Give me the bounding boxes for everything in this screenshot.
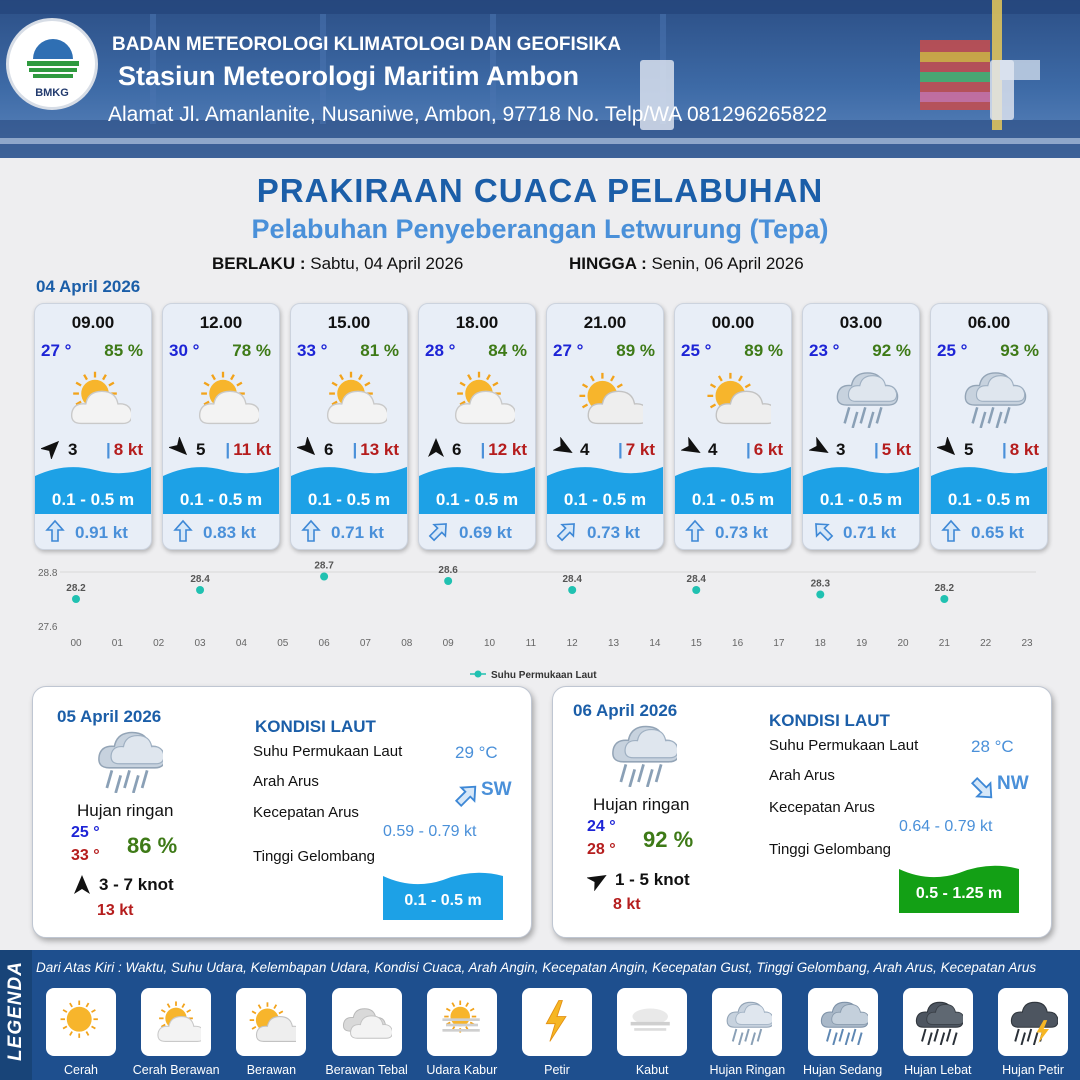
humidity: 84 % — [488, 341, 527, 360]
forecast-card — [418, 303, 536, 550]
gust-value: 11 kt — [233, 440, 271, 459]
panel-humidity: 92 % — [643, 827, 694, 852]
valid-from-label: BERLAKU : — [212, 254, 306, 273]
panel-wind-speed: 3 - 7 knot — [99, 875, 174, 894]
gust-value: 12 kt — [488, 440, 527, 459]
current-direction-icon — [555, 519, 579, 543]
weather-icon — [827, 366, 899, 428]
weather-icon — [955, 366, 1027, 428]
air-temperature: 27 ° — [553, 341, 584, 360]
gust-speed — [874, 440, 911, 460]
air-temperature: 27 ° — [41, 341, 72, 360]
current-arrow — [939, 519, 963, 543]
wind-arrow — [297, 437, 319, 459]
x-tick-label: 05 — [277, 638, 289, 649]
cerah-berawan-icon — [151, 997, 201, 1045]
humidity: 85 % — [104, 341, 143, 360]
x-tick-label: 03 — [194, 638, 206, 649]
wave-height: 0.1 - 0.5 m — [563, 490, 647, 509]
current-speed: 0.73 kt — [587, 523, 640, 542]
sst-point-label: 28.3 — [810, 578, 831, 590]
forecast-card — [290, 303, 408, 550]
legend-icon-box — [332, 988, 402, 1056]
panel-wind-speed: 1 - 5 knot — [615, 870, 690, 889]
gust-speed — [618, 440, 655, 460]
weather-icon — [699, 366, 771, 428]
berawan-icon — [699, 366, 771, 428]
air-temperature: 25 ° — [681, 341, 712, 360]
sst-label: Suhu Permukaan Laut — [253, 743, 403, 760]
cerah-icon — [56, 997, 106, 1045]
legend-label: Hujan Ringan — [709, 1063, 786, 1077]
current-arrow — [555, 519, 579, 543]
sst-point — [816, 591, 824, 599]
humidity: 92 % — [872, 341, 911, 360]
gust-value: 5 kt — [881, 440, 911, 459]
current-arrow — [171, 519, 195, 543]
wind-arrow — [937, 437, 959, 459]
weather-icon — [443, 366, 515, 428]
gust-speed — [352, 440, 399, 460]
forecast-time: 15.00 — [327, 313, 371, 332]
legend-label: Berawan Tebal — [325, 1063, 408, 1077]
current-speed-value: 0.64 - 0.79 kt — [899, 818, 993, 835]
sst-point-label: 28.2 — [934, 583, 955, 594]
x-tick-label: 08 — [401, 638, 413, 649]
port-name: Pelabuhan Penyeberangan Letwurung (Tepa) — [251, 214, 829, 244]
x-tick-label: 17 — [773, 638, 785, 649]
humidity: 89 % — [616, 341, 655, 360]
current-direction-icon — [171, 519, 195, 543]
valid-from-value: Sabtu, 04 April 2026 — [310, 254, 464, 273]
current-speed: 0.71 kt — [843, 523, 896, 542]
panel-humidity: 86 % — [127, 833, 178, 858]
legend-icon-box — [617, 988, 687, 1056]
legend-label: Hujan Petir — [1002, 1063, 1064, 1077]
weather-condition: Hujan ringan — [77, 801, 174, 820]
legend-label: Hujan Sedang — [802, 1063, 883, 1077]
forecast-time: 21.00 — [583, 313, 627, 332]
current-arrow — [299, 519, 323, 543]
panel-date: 06 April 2026 — [573, 701, 678, 720]
panel-gust: 8 kt — [613, 896, 641, 913]
current-direction-label: Arah Arus — [253, 773, 319, 790]
panel-weather-icon — [91, 725, 163, 793]
x-tick-label: 21 — [938, 638, 950, 649]
humidity: 89 % — [744, 341, 783, 360]
forecast-card — [674, 303, 792, 550]
forecast-time: 03.00 — [839, 313, 883, 332]
humidity: 78 % — [232, 341, 271, 360]
current-arrow — [683, 519, 707, 543]
daily-panel — [32, 686, 532, 938]
current-direction-icon — [811, 519, 835, 543]
wind-arrow — [553, 437, 575, 459]
wave-height: 0.1 - 0.5 m — [307, 490, 391, 509]
air-temperature: 33 ° — [297, 341, 328, 360]
daily-panel — [552, 686, 1052, 938]
sea-condition-heading: KONDISI LAUT — [769, 711, 890, 730]
udara-kabur-icon — [437, 997, 487, 1045]
legend-icon-box — [427, 988, 497, 1056]
sst-point-label: 28.4 — [562, 574, 582, 585]
current-speed-value: 0.59 - 0.79 kt — [383, 823, 477, 840]
cerah-berawan-icon — [443, 366, 515, 428]
wave-height: 0.1 - 0.5 m — [179, 490, 263, 509]
current-speed: 0.73 kt — [715, 523, 768, 542]
x-tick-label: 02 — [153, 638, 165, 649]
weather-condition: Hujan ringan — [593, 795, 690, 814]
air-temperature: 30 ° — [169, 341, 200, 360]
current-direction-value: NW — [997, 773, 1029, 794]
x-tick-label: 01 — [111, 638, 123, 649]
current-direction-icon — [427, 519, 451, 543]
hujan-lebat-icon — [913, 997, 963, 1045]
wind-direction-icon — [681, 437, 703, 459]
gust-value: 8 kt — [113, 440, 143, 459]
wind-arrow — [809, 437, 831, 459]
x-tick-label: 10 — [483, 638, 496, 649]
sst-point-label: 28.2 — [66, 583, 86, 594]
current-speed-label: Kecepatan Arus — [253, 804, 359, 821]
wind-direction-icon — [71, 874, 93, 896]
wave-height: 0.1 - 0.5 m — [435, 490, 519, 509]
wind-speed: 5 — [964, 440, 974, 459]
legend-icon-box — [712, 988, 782, 1056]
x-tick-label: 18 — [814, 638, 826, 649]
wind-direction-icon — [169, 437, 191, 459]
weather-icon — [571, 366, 643, 428]
wave-height: 0.1 - 0.5 m — [691, 490, 775, 509]
panel-gust: 13 kt — [97, 902, 134, 919]
wind-direction-icon — [553, 437, 575, 459]
y-tick-label: 28.8 — [38, 568, 58, 579]
legend-side — [0, 950, 32, 1080]
sst-point — [692, 586, 700, 594]
legend-icon-box — [903, 988, 973, 1056]
forecast-card — [930, 303, 1048, 550]
current-speed-label: Kecepatan Arus — [769, 799, 875, 816]
sst-point-label: 28.7 — [314, 560, 334, 572]
current-speed: 0.69 kt — [459, 523, 512, 542]
sst-point — [568, 586, 576, 594]
temperature-min: 25 ° — [71, 824, 100, 841]
legend-icon-box — [46, 988, 116, 1056]
sst-point — [72, 595, 80, 603]
hujan-petir-icon — [1008, 997, 1058, 1045]
current-direction-icon — [43, 519, 67, 543]
current-arrow — [43, 519, 67, 543]
sst-point-label: 28.4 — [686, 574, 706, 585]
berawan-icon — [571, 366, 643, 428]
separator: | — [617, 440, 623, 459]
x-tick-label: 15 — [690, 638, 702, 649]
forecast-time: 12.00 — [199, 313, 243, 332]
legend-label: Cerah — [63, 1063, 99, 1077]
current-direction-icon — [453, 781, 481, 809]
station-name: Stasiun Meteorologi Maritim Ambon — [118, 61, 580, 91]
legend-icon-box — [141, 988, 211, 1056]
wind-direction-icon — [937, 437, 959, 459]
humidity: 93 % — [1000, 341, 1039, 360]
page-title: PRAKIRAAN CUACA PELABUHAN — [256, 172, 824, 209]
humidity: 81 % — [360, 341, 399, 360]
berawan-icon — [246, 997, 296, 1045]
separator: | — [105, 440, 111, 459]
hujan-ringan-icon — [722, 997, 772, 1045]
valid-to-label: HINGGA : — [569, 254, 647, 273]
separator: | — [225, 440, 231, 459]
air-temperature: 28 ° — [425, 341, 456, 360]
wave-height-label: Tinggi Gelombang — [769, 841, 892, 858]
x-tick-label: 20 — [897, 638, 909, 649]
current-speed: 0.65 kt — [971, 523, 1024, 542]
gust-speed — [1002, 440, 1039, 460]
wind-speed: 6 — [324, 440, 334, 459]
valid-from — [212, 254, 463, 274]
current-speed: 0.91 kt — [75, 523, 128, 542]
wind-arrow — [41, 437, 63, 459]
forecast-time: 00.00 — [711, 313, 755, 332]
wind-speed: 3 — [836, 440, 846, 459]
current-direction-icon — [939, 519, 963, 543]
legend — [0, 950, 1080, 1080]
hujan-ringan-icon — [605, 719, 677, 787]
gust-value: 13 kt — [360, 440, 399, 459]
legend-label: Kabut — [635, 1063, 669, 1077]
legend-icon-box — [808, 988, 878, 1056]
forecast-card — [546, 303, 664, 550]
wind-direction-icon — [41, 437, 63, 459]
legend-label: Suhu Permukaan Laut — [491, 670, 597, 681]
gust-speed — [225, 440, 271, 460]
sst-point-label: 28.4 — [190, 574, 210, 585]
kabut-icon — [627, 997, 677, 1045]
cerah-berawan-icon — [315, 366, 387, 428]
panel-date: 05 April 2026 — [57, 707, 162, 726]
x-tick-label: 16 — [732, 638, 744, 649]
air-temperature: 23 ° — [809, 341, 840, 360]
weather-icon — [187, 366, 259, 428]
panel-wave-height: 0.1 - 0.5 m — [404, 892, 482, 909]
wind-arrow — [169, 437, 191, 459]
y-tick-label: 27.6 — [38, 622, 58, 633]
wave-height: 0.1 - 0.5 m — [819, 490, 903, 509]
panel-wave-height: 0.5 - 1.25 m — [915, 885, 1003, 902]
hujan-ringan-icon — [827, 366, 899, 428]
wave-height: 0.1 - 0.5 m — [947, 490, 1031, 509]
sst-value: 29 °C — [455, 743, 498, 762]
x-tick-label: 13 — [607, 638, 620, 649]
panel-wind-arrow — [587, 869, 609, 891]
sst-point — [444, 577, 452, 585]
forecast-card — [162, 303, 280, 550]
legend-label: Hujan Lebat — [904, 1063, 972, 1077]
separator: | — [1001, 440, 1007, 459]
wave-height-label: Tinggi Gelombang — [253, 848, 376, 865]
sst-point — [940, 595, 948, 603]
panel-wind-arrow — [71, 874, 93, 896]
current-direction-icon — [299, 519, 323, 543]
wind-direction-icon — [425, 437, 447, 459]
sst-point — [320, 573, 328, 581]
hujan-sedang-icon — [818, 997, 868, 1045]
wind-direction-icon — [297, 437, 319, 459]
wind-speed: 4 — [708, 440, 718, 459]
legend-title: LEGENDA — [5, 961, 26, 1061]
logo-text: BMKG — [35, 87, 69, 99]
legend-icon-box — [236, 988, 306, 1056]
wind-speed: 6 — [452, 440, 462, 459]
sst-chart — [30, 560, 1080, 685]
legend-marker — [475, 671, 482, 678]
sst-label: Suhu Permukaan Laut — [769, 737, 919, 754]
petir-icon — [532, 997, 582, 1045]
temperature-min: 24 ° — [587, 818, 616, 835]
current-direction-icon — [969, 775, 997, 803]
wind-arrow — [681, 437, 703, 459]
separator: | — [480, 440, 486, 459]
temperature-max: 33 ° — [71, 847, 100, 864]
gust-speed — [480, 440, 527, 460]
forecast-time: 09.00 — [71, 313, 115, 332]
gust-value: 7 kt — [625, 440, 655, 459]
legend-icon-box — [522, 988, 592, 1056]
current-speed: 0.71 kt — [331, 523, 384, 542]
header-banner — [0, 0, 1080, 158]
wind-speed: 4 — [580, 440, 590, 459]
legend-label: Udara Kabur — [426, 1063, 498, 1077]
x-tick-label: 22 — [980, 638, 992, 649]
gust-speed — [746, 440, 783, 460]
current-direction-icon — [683, 519, 707, 543]
legend-note: Dari Atas Kiri : Waktu, Suhu Udara, Kelembapan Udara, Kondisi Cuaca, Arah Angin, Kecepatan Angin, Kecepatan Gust, Tinggi Gelombang, Arah Arus, Kecepatan Arus — [36, 960, 1037, 975]
hujan-ringan-icon — [955, 366, 1027, 428]
x-tick-label: 07 — [359, 638, 372, 649]
current-direction-value: SW — [481, 779, 512, 800]
x-tick-label: 23 — [1021, 638, 1033, 649]
panel-weather-icon — [605, 719, 677, 787]
cerah-berawan-icon — [59, 366, 131, 428]
separator: | — [873, 440, 879, 459]
sst-value: 28 °C — [971, 737, 1014, 756]
berawan-tebal-icon — [342, 997, 392, 1045]
wind-direction-icon — [809, 437, 831, 459]
x-tick-label: 04 — [235, 638, 247, 649]
forecast-card — [34, 303, 152, 550]
x-tick-label: 06 — [318, 638, 330, 649]
weather-icon — [315, 366, 387, 428]
station-address: Alamat Jl. Amanlanite, Nusaniwe, Ambon, 97718 No. Telp/WA 081296265822 — [108, 103, 828, 126]
x-tick-label: 14 — [649, 638, 661, 649]
x-tick-label: 11 — [525, 638, 537, 649]
temperature-max: 28 ° — [587, 841, 616, 858]
forecast-time: 06.00 — [967, 313, 1011, 332]
forecast-card — [802, 303, 920, 550]
wind-speed: 3 — [68, 440, 78, 459]
separator: | — [352, 440, 358, 459]
wave-height: 0.1 - 0.5 m — [51, 490, 135, 509]
forecast-time: 18.00 — [455, 313, 499, 332]
sst-point — [196, 586, 204, 594]
panel-current-arrow — [453, 781, 481, 809]
legend-label: Berawan — [246, 1063, 297, 1077]
current-arrow — [811, 519, 835, 543]
air-temperature: 25 ° — [937, 341, 968, 360]
cerah-berawan-icon — [187, 366, 259, 428]
wind-direction-icon — [587, 869, 609, 891]
org-name: BADAN METEOROLOGI KLIMATOLOGI DAN GEOFISIKA — [112, 34, 622, 55]
valid-to-value: Senin, 06 April 2026 — [651, 254, 804, 273]
gust-value: 8 kt — [1009, 440, 1039, 459]
x-tick-label: 09 — [442, 638, 454, 649]
legend-label: Petir — [544, 1063, 570, 1077]
gust-value: 6 kt — [753, 440, 783, 459]
separator: | — [745, 440, 751, 459]
current-arrow — [427, 519, 451, 543]
gust-speed — [106, 440, 143, 460]
x-tick-label: 12 — [566, 638, 578, 649]
weather-icon — [59, 366, 131, 428]
sst-point-label: 28.6 — [438, 565, 458, 576]
day0-date: 04 April 2026 — [36, 277, 141, 296]
valid-to — [569, 254, 804, 274]
current-direction-label: Arah Arus — [769, 767, 835, 784]
sea-condition-heading: KONDISI LAUT — [255, 717, 376, 736]
legend-icon-box — [998, 988, 1068, 1056]
x-tick-label: 19 — [856, 638, 868, 649]
panel-current-arrow — [969, 775, 997, 803]
hujan-ringan-icon — [91, 725, 163, 793]
legend-label: Cerah Berawan — [132, 1063, 220, 1077]
wind-arrow — [425, 437, 447, 459]
current-speed: 0.83 kt — [203, 523, 256, 542]
bmkg-logo — [6, 18, 98, 110]
x-tick-label: 00 — [70, 638, 82, 649]
wind-speed: 5 — [196, 440, 206, 459]
